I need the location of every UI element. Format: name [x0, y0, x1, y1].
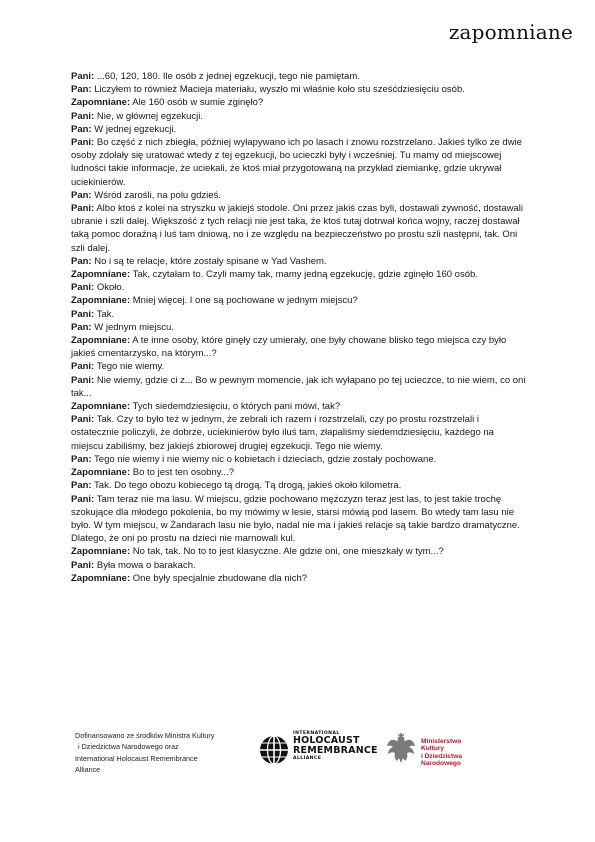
utterance-text: Tak. Do tego obozu kobiecego tą drogą. Tą drogą, jakieś około kilometra. [91, 480, 402, 492]
transcript-line [71, 572, 526, 585]
speaker-label: Zapomniane: [71, 572, 131, 584]
speaker-label: Zapomniane: [71, 546, 131, 558]
utterance-text: No i są te relacje, które zostały spisane w Yad Vashem. [91, 255, 327, 267]
transcript-line [71, 281, 526, 294]
utterance-text: Tam teraz nie ma lasu. W miejscu, gdzie pochowano mężczyzn teraz jest las, to jest takie trochę szokujące dla młodego pokolenia, bo my mówimy w lesie, starsi mówią pod lasem. Bo wtedy tam lasu nie było. W tym miejscu, w Żandarach lasu nie było, nadal nie ma i jakieś relacje są takie bardzo dramatyczne. Dlatego, że oni po prostu na dzieci nie marnowali kul. [71, 493, 520, 545]
transcript-line [71, 360, 526, 373]
ministry-word: Kultury [421, 745, 445, 753]
transcript-line [71, 559, 526, 572]
utterance-text: W jednym miejscu. [91, 321, 174, 333]
transcript-line [71, 268, 526, 281]
transcript-line [71, 479, 526, 492]
utterance-text: Bo część z nich zbiegła, później wyłapywano ich po lasach i znowu rozstrzelano. Jakieś tylko ze dwie osoby zdołały się uratować wtedy z tej egzekucji, bo ucieczki były i wcześniej. Tu mamy od miejscowej ludności takie informacje, że uciekali, że ktoś miał przygotowaną na przykład ziemiankę, gdzie ukrywał uciekinierów. [71, 137, 522, 188]
utterance-text: Tych siedemdziesięciu, o których pani mówi, tak? [130, 401, 341, 413]
funding-note [75, 730, 255, 776]
transcript-line [71, 136, 526, 189]
speaker-label: Pani: [71, 282, 95, 294]
ihra-word: HOLOCAUST [293, 735, 360, 746]
transcript-line [71, 70, 526, 83]
speaker-label: Pan: [71, 255, 92, 267]
transcript-line [71, 466, 526, 479]
ihra-word: REMEMBRANCE [293, 744, 378, 756]
utterance-text: Tak, czytałam to. Czyli mamy tak, mamy jedną egzekucję, gdzie zginęło 160 osób. [130, 269, 478, 281]
speaker-label: Pani: [71, 71, 95, 82]
speaker-label: Pan: [71, 453, 92, 465]
ministry-word: i Dziedzictwa [421, 752, 463, 760]
transcript-line [71, 83, 526, 96]
funding-line: International Holocaust Remembrance [75, 753, 198, 763]
funding-line: Alliance [75, 765, 101, 775]
speaker-label: Zapomniane: [71, 467, 131, 479]
transcript-line [71, 374, 526, 400]
transcript-line [71, 189, 526, 202]
utterance-text: Bo to jest ten osobny...? [130, 467, 234, 479]
speaker-label: Pani: [71, 361, 95, 373]
transcript [71, 70, 526, 585]
speaker-label: Pani: [71, 203, 95, 215]
speaker-label: Pani: [71, 559, 95, 571]
speaker-label: Pani: [71, 493, 95, 505]
ministry-logo [385, 730, 505, 770]
transcript-line [71, 308, 526, 321]
utterance-text: Tak. [94, 308, 115, 320]
ministry-word: Narodowego [421, 760, 461, 768]
transcript-line [71, 123, 526, 136]
utterance-text: One były specjalnie zbudowane dla nich? [130, 572, 308, 584]
speaker-label: Pan: [71, 84, 92, 96]
funding-line: i Dziedzictwa Narodowego oraz [78, 742, 179, 752]
transcript-line [71, 413, 526, 453]
speaker-label: Pani: [71, 374, 95, 386]
transcript-line [71, 96, 526, 109]
transcript-line [71, 321, 526, 334]
speaker-label: Pan: [71, 189, 92, 201]
speaker-label: Pan: [71, 321, 92, 333]
utterance-text: Tak. Czy to było też w jednym, że zebrali ich razem i rozstrzelali, czy po prostu rozstrzelali i ostatecznie policzyli, że dobrze, uciekinierów było iluś tam, złapaliśmy siedemdziesięciu, każdego na miejscu zabiliśmy, bez jakiejś zbiorowej drugiej egzekucji. Tego nie wiemy. [71, 414, 494, 452]
utterance-text: Nie, w głównej egzekucji. [94, 110, 204, 122]
speaker-label: Pani: [71, 110, 95, 122]
utterance-text: Wśród zarośli, na polu gdzieś. [91, 189, 221, 201]
speaker-label: Zapomniane: [71, 335, 131, 347]
speaker-label: Pani: [71, 137, 95, 149]
utterance-text: Nie wiemy, gdzie ci z... Bo w pewnym momencie, jak ich wyłapano po tej ucieczce, to nie wiem, co oni tak... [71, 374, 526, 399]
speaker-label: Zapomniane: [71, 269, 131, 281]
ihra-logo [258, 728, 378, 770]
speaker-label: Pani: [71, 414, 95, 426]
utterance-text: Była mowa o barakach. [94, 559, 196, 571]
utterance-text: Mniej więcej. I one są pochowane w jednym miejscu? [130, 295, 358, 307]
utterance-text: Tego nie wiemy. [94, 361, 165, 373]
speaker-label: Pan: [71, 480, 92, 492]
transcript-line [71, 294, 526, 307]
ihra-top-word: INTERNATIONAL [293, 731, 340, 736]
transcript-line [71, 453, 526, 466]
utterance-text: Albo ktoś z kolei na stryszku w jakiejś stodole. Oni przez jakiś czas byli, dostawali żywność, dostawali ubranie i szli dalej. Większość z tych relacji nie jest taka, że ktoś tutaj dotrwał końca wojny, raczej dostawał taką pomoc doraźną i luś tam dniową, no i ze względu na bezpieczeństwo po prostu szli następni, tak. Oni szli dalej. [71, 203, 523, 254]
utterance-text: Tego nie wiemy i nie wiemy nic o kobietach i dzieciach, gdzie zostały pochowane. [91, 453, 437, 465]
polish-eagle-icon [385, 730, 417, 768]
ihra-bottom-word: ALLIANCE [293, 755, 322, 761]
speaker-label: Zapomniane: [71, 401, 131, 413]
transcript-line [71, 334, 526, 360]
ihra-globe-icon [258, 734, 290, 766]
transcript-line [71, 400, 526, 413]
transcript-line [71, 110, 526, 123]
transcript-line [71, 255, 526, 268]
utterance-text: Liczyłem to również Macieja materiału, wyszło mi właśnie koło stu sześćdziesięciu osób. [91, 84, 465, 96]
ministry-word: Ministerstwo [421, 738, 462, 745]
transcript-line [71, 493, 526, 546]
speaker-label: Zapomniane: [71, 97, 131, 109]
zapomniane-logo: zapomniane [448, 20, 573, 44]
speaker-label: Pan: [71, 123, 92, 135]
utterance-text: No tak, tak. No to to jest klasyczne. Ale gdzie oni, one mieszkały w tym...? [130, 546, 444, 558]
utterance-text: W jednej egzekucji. [91, 123, 177, 135]
utterance-text: A te inne osoby, które ginęły czy umierały, one były chowane blisko tego miejsca czy było jakieś cmentarzysko, na którym...? [71, 335, 507, 360]
utterance-text: Ale 160 osób w sumie zginęło? [130, 97, 264, 109]
funding-line: Dofinansowano ze środków Ministra Kultury [75, 731, 215, 740]
transcript-line [71, 202, 526, 255]
speaker-label: Pani: [71, 308, 95, 320]
utterance-text: ...60, 120, 180. Ile osób z jednej egzekucji, tego nie pamiętam. [94, 71, 360, 82]
utterance-text: Około. [94, 282, 125, 294]
transcript-line [71, 545, 526, 558]
speaker-label: Zapomniane: [71, 295, 131, 307]
